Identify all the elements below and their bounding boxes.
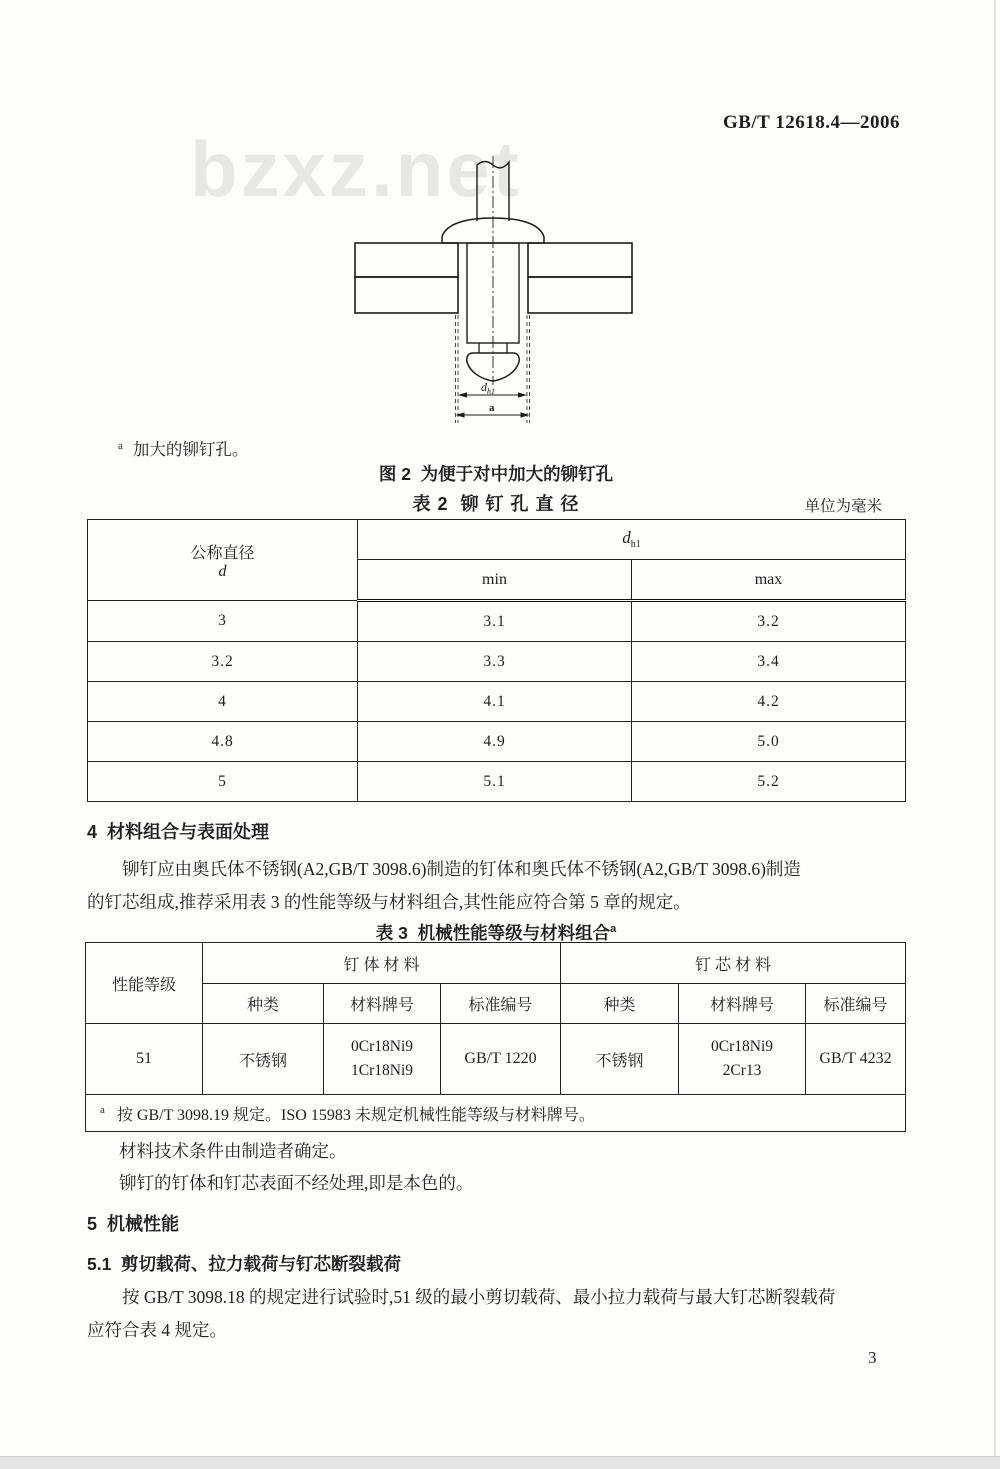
paragraph-line: 应符合表 4 规定。 [87, 1320, 227, 1340]
scan-right-edge [994, 0, 996, 1469]
section5-heading: 5 机械性能 [87, 1214, 180, 1234]
paragraph-line: 的钉芯组成,推荐采用表 3 的性能等级与材料组合,其性能应符合第 5 章的规定。 [87, 892, 691, 912]
table3-footnote: $^a$ 按 GB/T 3098.19 规定。ISO 15983 未规定机械性能等级与材料牌号。 [86, 1095, 906, 1132]
table-row: 4.8 4.9 5.0 [88, 722, 906, 762]
table3-subcol: 标准编号 [806, 984, 906, 1024]
table2-col-nominal: 公称直径 d [88, 520, 358, 601]
note-material-condition: 材料技术条件由制造者确定。 [119, 1141, 347, 1161]
section5-1-heading: 5.1 剪切载荷、拉力载荷与钉芯断裂载荷 [87, 1254, 402, 1274]
table-row: 3.2 3.3 3.4 [88, 642, 906, 682]
table2-rivet-hole-diameter [87, 519, 906, 802]
section4-heading: 4 材料组合与表面处理 [87, 822, 270, 842]
table3-subcol: 材料牌号 [679, 984, 806, 1024]
table-row: 51 不锈钢 0Cr18Ni9 1Cr18Ni9 GB/T 1220 不锈钢 0Cr18Ni9 2Cr13 GB/T 4232 [86, 1024, 906, 1095]
section5-paragraph [87, 1281, 913, 1347]
table3-col-grade: 性能等级 [86, 943, 203, 1024]
table2-caption: 表 2 铆 钉 孔 直 径 [412, 494, 580, 514]
table2-col-dh1: $d_{h1}$ [358, 520, 906, 560]
table3-col-mandrel-material: 钉 芯 材 料 [561, 943, 906, 984]
table-row: 4 4.1 4.2 [88, 682, 906, 722]
figure-footnote [118, 436, 248, 460]
table-row: 3 3.1 3.2 [88, 601, 906, 642]
table-row: 5 5.1 5.2 [88, 762, 906, 802]
table3-caption: 表 3 机械性能等级与材料组合$^a$ [375, 923, 617, 943]
page-number: 3 [868, 1348, 877, 1367]
dimension-dh1 [458, 380, 527, 398]
note-surface-finish: 铆钉的钉体和钉芯表面不经处理,即是本色的。 [119, 1173, 474, 1193]
section4-paragraph [87, 853, 913, 919]
table3-subcol: 种类 [203, 984, 324, 1024]
table3-material-combination [85, 942, 906, 1132]
footnote-marker: a [118, 439, 123, 452]
clamped-plates [355, 243, 632, 313]
svg-text:a: a [489, 402, 495, 414]
dimension-a [456, 402, 530, 418]
scan-bottom-edge [0, 1456, 1000, 1469]
table2-col-min: min [358, 560, 632, 601]
paragraph-line: 铆钉应由奥氏体不锈钢(A2,GB/T 3098.6)制造的钉体和奥氏体不锈钢(A2,GB/T 3098.6)制造 [122, 859, 801, 879]
table3-subcol: 材料牌号 [324, 984, 441, 1024]
table2-col-max: max [632, 560, 906, 601]
table3-subcol: 种类 [561, 984, 679, 1024]
standard-code: GB/T 12618.4—2006 [722, 112, 900, 133]
paragraph-line: 按 GB/T 3098.18 的规定进行试验时,51 级的最小剪切载荷、最小拉力载荷与最大钉芯断裂载荷 [122, 1287, 836, 1307]
watermark: bzxz.net [190, 125, 522, 213]
figure-caption: 图 2 为便于对中加大的铆钉孔 [378, 464, 614, 484]
table3-subcol: 标准编号 [441, 984, 561, 1024]
table3-col-body-material: 钉 体 材 料 [203, 943, 561, 984]
footnote-text: 加大的铆钉孔。 [132, 440, 249, 459]
svg-text:dh1: $d_{h1}$ [481, 380, 495, 396]
unit-note: 单位为毫米 [804, 498, 882, 515]
